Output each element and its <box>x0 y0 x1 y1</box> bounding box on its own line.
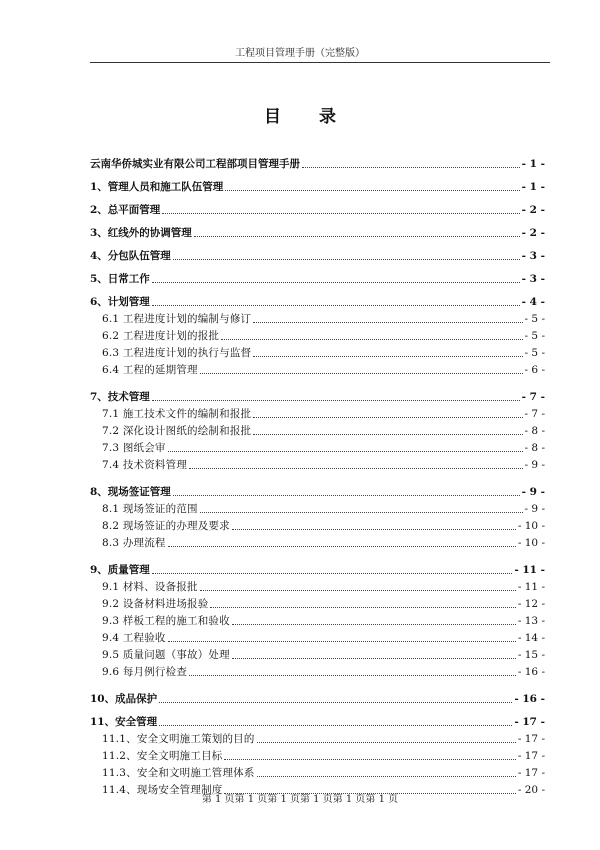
toc-entry-page-number: - 5 - <box>524 347 545 359</box>
page-title: 目录 <box>264 107 374 127</box>
toc-entry-label: 6、计划管理 <box>90 296 150 308</box>
toc-entry-label: 6.3 工程进度计划的执行与监督 <box>102 347 252 359</box>
toc-leader-dots <box>189 468 523 469</box>
toc-leader-dots <box>173 259 520 260</box>
toc-leader-dots <box>168 641 516 642</box>
toc-leader-dots <box>200 512 523 513</box>
toc-entry-label: 7、技术管理 <box>90 391 150 403</box>
toc-entry-label: 9、质量管理 <box>90 564 150 576</box>
toc-entry-page-number: - 8 - <box>524 425 545 437</box>
toc-leader-dots <box>232 624 516 625</box>
toc-entry-page-number: - 15 - <box>517 649 545 661</box>
toc-entry-label: 8.2 现场签证的办理及要求 <box>102 520 230 532</box>
toc-entry-section[interactable] <box>90 577 545 594</box>
toc-entry-page-number: - 17 - <box>517 733 545 745</box>
toc-entry-page-number: - 2 - <box>521 227 545 239</box>
toc-entry-page-number: - 17 - <box>517 767 545 779</box>
toc-entry-page-number: - 9 - <box>524 459 545 471</box>
toc-leader-dots <box>232 529 516 530</box>
toc-leader-dots <box>302 167 520 168</box>
toc-leader-dots <box>232 658 516 659</box>
toc-entry-page-number: - 16 - <box>514 693 545 705</box>
toc-entry-label: 7.3 图纸会审 <box>102 442 166 454</box>
toc-entry-chapter[interactable] <box>90 683 545 706</box>
toc-entry-label: 9.4 工程验收 <box>102 632 166 644</box>
toc-entry-label: 11.1、安全文明施工策划的目的 <box>102 733 255 745</box>
toc-entry-page-number: - 17 - <box>514 716 545 728</box>
toc-entry-label: 4、分包队伍管理 <box>90 250 171 262</box>
toc-entry-label: 6.1 工程进度计划的编制与修订 <box>102 313 252 325</box>
toc-entry-section[interactable] <box>90 628 545 645</box>
toc-entry-section[interactable] <box>90 662 545 679</box>
toc-leader-dots <box>159 725 512 726</box>
page-footer: 第 1 页第 1 页第 1 页第 1 页第 1 页第 1 页 <box>201 794 399 805</box>
toc-entry-chapter[interactable] <box>90 706 545 729</box>
toc-leader-dots <box>200 373 523 374</box>
toc-entry-chapter[interactable] <box>90 286 545 309</box>
toc-leader-dots <box>257 742 516 743</box>
toc-entry-page-number: - 3 - <box>521 250 545 262</box>
toc-entry-page-number: - 1 - <box>521 181 545 193</box>
toc-leader-dots <box>152 400 520 401</box>
toc-entry-page-number: - 1 - <box>521 158 545 170</box>
toc-entry-page-number: - 4 - <box>521 296 545 308</box>
toc-entry-page-number: - 16 - <box>517 666 545 678</box>
toc-entry-label: 2、总平面管理 <box>90 204 161 216</box>
toc-entry-section[interactable] <box>90 438 545 455</box>
toc-entry-section[interactable] <box>90 516 545 533</box>
toc-entry-section[interactable] <box>90 746 545 763</box>
toc-entry-page-number: - 11 - <box>517 581 545 593</box>
toc-entry-page-number: - 11 - <box>514 564 545 576</box>
toc-entry-section[interactable] <box>90 343 545 360</box>
toc-entry-page-number: - 14 - <box>517 632 545 644</box>
toc-entry-label: 10、成品保护 <box>90 693 158 705</box>
toc-leader-dots <box>224 759 515 760</box>
toc-entry-chapter[interactable] <box>90 476 545 499</box>
toc-entry-chapter[interactable] <box>90 194 545 217</box>
toc-entry-section[interactable] <box>90 645 545 662</box>
toc-entry-page-number: - 13 - <box>517 615 545 627</box>
toc-leader-dots <box>162 213 519 214</box>
toc-entry-label: 1、管理人员和施工队伍管理 <box>90 181 224 193</box>
toc-leader-dots <box>152 305 520 306</box>
toc-entry-label: 7.1 施工技术文件的编制和报批 <box>102 408 252 420</box>
toc-entry-label: 9.6 每月例行检查 <box>102 666 188 678</box>
toc-entry-label: 9.2 设备材料进场报验 <box>102 598 209 610</box>
header-rule <box>90 62 550 63</box>
toc-leader-dots <box>173 495 520 496</box>
toc-entry-page-number: - 12 - <box>517 598 545 610</box>
toc-entry-section[interactable] <box>90 421 545 438</box>
toc-entry-section[interactable] <box>90 360 545 377</box>
toc-entry-label: 5、日常工作 <box>90 273 150 285</box>
toc-entry-chapter[interactable] <box>90 381 545 404</box>
toc-entry-label: 8.3 办理流程 <box>102 537 166 549</box>
toc-entry-page-number: - 9 - <box>521 486 545 498</box>
toc-entry-label: 云南华侨城实业有限公司工程部项目管理手册 <box>90 158 300 170</box>
running-header: 工程项目管理手册（完整版） <box>235 48 365 59</box>
toc-entry-label: 7.2 深化设计图纸的绘制和报批 <box>102 425 252 437</box>
toc-entry-page-number: - 3 - <box>521 273 545 285</box>
toc-entry-section[interactable] <box>90 763 545 780</box>
toc-entry-page-number: - 20 - <box>517 784 545 796</box>
toc-leader-dots <box>253 434 522 435</box>
toc-entry-label: 8、现场签证管理 <box>90 486 171 498</box>
toc-entry-section[interactable] <box>90 309 545 326</box>
toc-entry-section[interactable] <box>90 326 545 343</box>
toc-entry-page-number: - 9 - <box>524 503 545 515</box>
toc-entry-chapter[interactable] <box>90 263 545 286</box>
toc-leader-dots <box>210 607 515 608</box>
toc-entry-section[interactable] <box>90 404 545 421</box>
toc-entry-label: 9.3 样板工程的施工和验收 <box>102 615 230 627</box>
toc-leader-dots <box>189 675 516 676</box>
toc-entry-label: 9.1 材料、设备报批 <box>102 581 198 593</box>
toc-entry-page-number: - 7 - <box>521 391 545 403</box>
toc-entry-label: 9.5 质量问题（事故）处理 <box>102 649 230 661</box>
toc-leader-dots <box>200 590 516 591</box>
toc-entry-label: 7.4 技术资料管理 <box>102 459 188 471</box>
toc-leader-dots <box>152 573 513 574</box>
toc-leader-dots <box>221 339 522 340</box>
toc-entry-chapter[interactable] <box>90 148 545 171</box>
toc-entry-label: 6.2 工程进度计划的报批 <box>102 330 220 342</box>
toc-entry-chapter[interactable] <box>90 240 545 263</box>
toc-leader-dots <box>253 417 522 418</box>
toc-leader-dots <box>253 322 522 323</box>
toc-entry-label: 11.2、安全文明施工目标 <box>102 750 223 762</box>
toc-entry-label: 11.4、现场安全管理制度 <box>102 784 223 796</box>
toc-entry-page-number: - 10 - <box>517 537 545 549</box>
toc-entry-chapter[interactable] <box>90 171 545 194</box>
toc-entry-label: 8.1 现场签证的范围 <box>102 503 198 515</box>
toc-entry-label: 11.3、安全和文明施工管理体系 <box>102 767 255 779</box>
toc-entry-label: 3、红线外的协调管理 <box>90 227 192 239</box>
toc-leader-dots <box>194 236 520 237</box>
toc-leader-dots <box>253 356 522 357</box>
toc-entry-section[interactable] <box>90 455 545 472</box>
toc-entry-page-number: - 8 - <box>524 442 545 454</box>
toc-entry-label: 6.4 工程的延期管理 <box>102 364 198 376</box>
toc-entry-section[interactable] <box>90 594 545 611</box>
toc-entry-page-number: - 17 - <box>517 750 545 762</box>
toc-entry-chapter[interactable] <box>90 554 545 577</box>
toc-entry-section[interactable] <box>90 499 545 516</box>
table-of-contents <box>90 148 545 797</box>
toc-entry-section[interactable] <box>90 611 545 628</box>
toc-entry-section[interactable] <box>90 729 545 746</box>
toc-entry-page-number: - 2 - <box>521 204 545 216</box>
toc-leader-dots <box>168 451 523 452</box>
toc-leader-dots <box>152 282 520 283</box>
toc-leader-dots <box>225 190 519 191</box>
toc-entry-label: 11、安全管理 <box>90 716 158 728</box>
toc-entry-page-number: - 7 - <box>524 408 545 420</box>
toc-entry-page-number: - 6 - <box>524 364 545 376</box>
toc-leader-dots <box>168 546 516 547</box>
toc-entry-chapter[interactable] <box>90 217 545 240</box>
toc-entry-page-number: - 5 - <box>524 330 545 342</box>
toc-leader-dots <box>159 702 512 703</box>
toc-entry-section[interactable] <box>90 533 545 550</box>
toc-leader-dots <box>257 776 516 777</box>
toc-entry-page-number: - 5 - <box>524 313 545 325</box>
toc-entry-page-number: - 10 - <box>517 520 545 532</box>
